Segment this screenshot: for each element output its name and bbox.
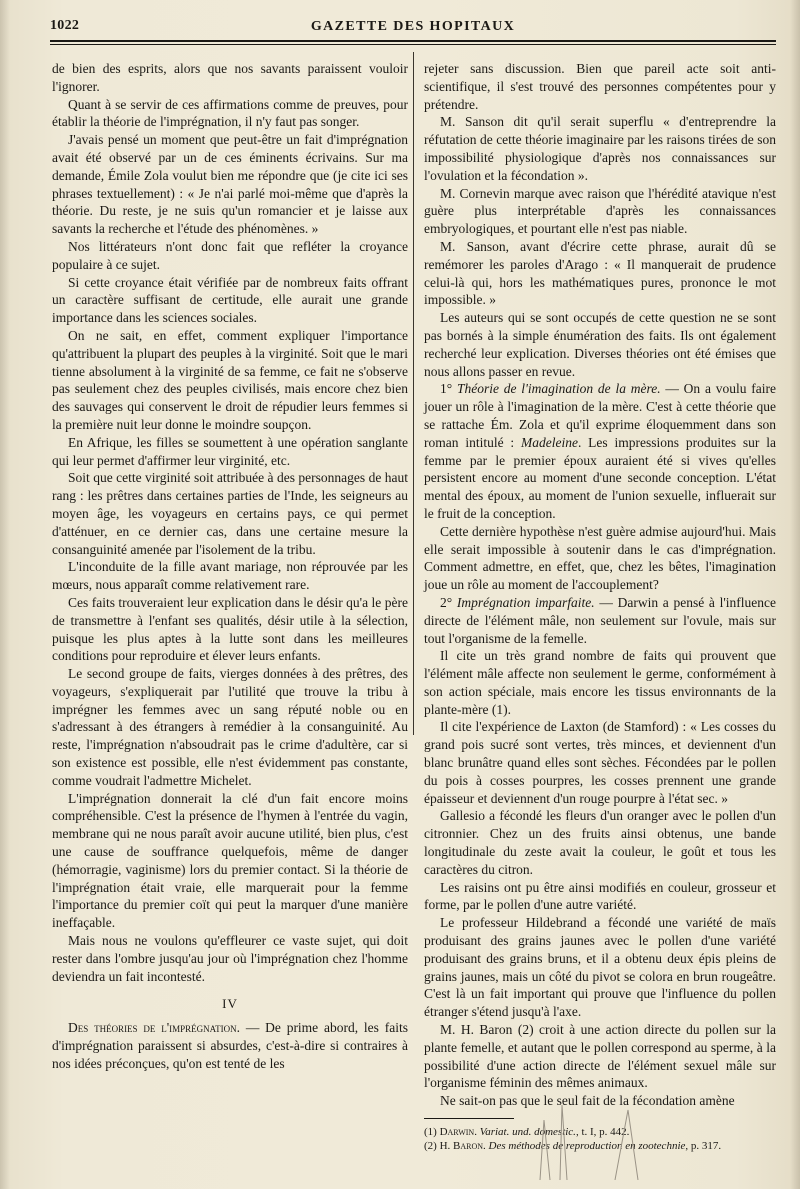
sketch-stroke (560, 1105, 567, 1180)
paragraph: On ne sait, en effet, comment expliquer l'importance qu'attribuent la plupart des peuples à la virginité. Soit que le mari tienne absolument à la virginité de sa femme, ce fait ne s'observe pas seulement chez des peuples civilisés, mais encore chez bien des sauvages qui conservent le droit de répudier leurs femmes si la première nuit leur donne le moindre soupçon. (52, 327, 408, 432)
paragraph: L'inconduite de la fille avant mariage, non réprouvée par les mœurs, nous apparaît comme relativement rare. (52, 559, 408, 593)
paragraph: Le second groupe de faits, vierges données à des prêtres, des voyageurs, s'expliquerait par l'utilité que trouve la tribu à imprégner les femmes avec un sang réputé noble ou en s'adressant à des étrangers à remédier à la consanguinité. Au reste, l'imprégnation n'absoudrait pas le crime d'adultère, car si son existence est possible, elle n'est évidemment pas constante, comme voudrait l'admettre Michelet. (52, 666, 408, 788)
sketch-stroke (540, 1120, 550, 1180)
section-number: IV (222, 996, 238, 1012)
footnote-work: Des méthodes de reproduction en zootechnie (488, 1140, 686, 1153)
list-number: 1° (440, 381, 457, 397)
footnote-author: Darwin (439, 1126, 475, 1139)
paragraph: Il cite un très grand nombre de faits qui prouvent que l'élément mâle affecte non seulement le germe, conformément à son action spéciale, mais encore les tissus environnants de la plante-mère (1). (424, 648, 776, 717)
list-number: 2° (440, 594, 457, 610)
paragraph: M. Sanson dit qu'il serait superflu « d'entreprendre la réfutation de cette théorie imaginaire par les raisons tirées de son impossibilité physiologique d'après nos connaissances sur l'ovulation et la fécondation ». (424, 114, 776, 183)
section-paragraph (52, 1019, 408, 1072)
paragraph: Les raisins ont pu être ainsi modifiés en couleur, grosseur et forme, par le pollen d'une autre variété. (424, 879, 776, 913)
paragraph: Mais nous ne voulons qu'effleurer ce vaste sujet, qui doit rester dans l'ombre jusqu'au jour où l'imprégnation chez l'homme deviendra un fait incontesté. (52, 933, 408, 984)
paragraph: Ces faits trouveraient leur explication dans le désir qu'a le père de transmettre à l'enfant ses qualités, désir utile à la sélection, puisque les plus aptes à la lutte sont dans les meilleures conditions pour reproduire et élever leurs enfants. (52, 594, 408, 664)
right-column (424, 60, 776, 1153)
footnote-rule (424, 1118, 514, 1119)
paragraph: Nos littérateurs n'ont donc fait que refléter la croyance populaire à ce sujet. (52, 238, 408, 272)
paragraph: Il cite l'expérience de Laxton (de Stamford) : « Les cosses du grand pois sucré sont vertes, très minces, et deviennent d'un blanc brunâtre quand elles sont sèches. Fécondées par le pollen du pois à cosses pourpres, les cosses prennent une grande épaisseur et deviennent d'un rouge pourpre à l'état sec. » (424, 719, 776, 806)
header-rule-thin (50, 44, 776, 45)
paragraph: Quant à se servir de ces affirmations comme de preuves, pour établir la théorie de l'imprégnation, il n'y faut pas songer. (52, 96, 408, 130)
left-column (52, 60, 408, 1073)
paragraph: Soit que cette virginité soit attribuée à des personnages de haut rang : les prêtres dans certaines parties de l'Inde, les seigneurs au moyen âge, les voyageurs en certains pays, ce qui permet d'atténuer, en ce dernier cas, dans une certaine mesure la consanguinité amenée par l'isolement de la tribu. (52, 470, 408, 557)
page-number: 1022 (50, 18, 80, 33)
paragraph: M. H. Baron (2) croit à une action directe du pollen sur la plante femelle, et autant que le pollen correspond au sperme, à la possibilité d'une action directe de l'élément sexuel mâle sur l'organisme féminin des mêmes animaux. (424, 1022, 776, 1091)
footnote-marker: (2) H. (424, 1140, 454, 1153)
right-page-shadow (790, 0, 800, 1189)
footnote-ref: , p. 317. (685, 1140, 722, 1153)
column-divider (413, 52, 414, 735)
paragraph: M. Cornevin marque avec raison que l'hérédité atavique n'est guère plus interprétable d'après les connaissances embryologiques, et pourtant elle n'est pas niable. (424, 185, 776, 237)
paragraph-text: — Darwin a pensé à l'influence directe de l'élément mâle, non seulement sur l'ovule, mais sur tout l'organisme de la femelle. (424, 594, 776, 646)
sketch-stroke (615, 1110, 638, 1180)
left-page-shadow (0, 0, 10, 1189)
pencil-sketch-mark (520, 1080, 660, 1180)
paragraph: Le professeur Hildebrand a fécondé une variété de maïs produisant des grains jaunes avec le pollen d'une variété produisant des grains bruns, et il a obtenu deux épis pleins de grains jaunes, mais un côté du pivot se colora en brun rougeâtre. C'est là un fait important qui prouve que l'influence du pollen étranger s'étend jusqu'à l'axe. (424, 915, 776, 1020)
paragraph: Gallesio a fécondé les fleurs d'un oranger avec le pollen d'un citronnier. Chez un des fruits ainsi obtenus, une bande longitudinale du zeste avait la couleur, le goût et tous les caractères du citron. (424, 808, 776, 877)
paragraph-text: — On a voulu faire jouer un rôle à l'imagination de la mère. C'est à cette théorie que se rattache Ém. Zola et qu'il exprime éloquemment dans son roman intitulé : (424, 381, 777, 450)
running-title: GAZETTE DES HOPITAUX (310, 19, 516, 34)
paragraph: rejeter sans discussion. Bien que pareil acte soit anti-scientifique, il s'est trouvé des personnes compétentes pour y prétendre. (424, 61, 776, 112)
footnote-sep: . (474, 1126, 480, 1139)
paragraph: M. Sanson, avant d'écrire cette phrase, aurait dû se remémorer les paroles d'Arago : « Il manquerait de prudence celui-là qui, hors les mathématiques pures, prononce le mot impossible. » (424, 238, 776, 308)
paragraph: de bien des esprits, alors que nos savants paraissent vouloir l'ignorer. (52, 61, 408, 94)
novel-title: Madeleine (520, 434, 578, 450)
footnote-author: Baron (453, 1140, 484, 1153)
paragraph: Ne sait-on pas que le seul fait de la fécondation amène (440, 1093, 735, 1109)
footnote-ref: , t. I, p. 442. (575, 1126, 630, 1139)
paragraph: Les auteurs qui se sont occupés de cette question ne se sont pas bornés à la simple énumération des faits. Ils ont également recherché leur explication. Diverses théories ont été émises que nous allons passer en revue. (424, 310, 776, 379)
paragraph: En Afrique, les filles se soumettent à une opération sanglante qui leur permet d'affirmer leur virginité, etc. (52, 434, 408, 468)
paragraph-text: . Les impressions produites sur la femme par le premier époux auraient été si vives qu'elles persistent encore au moment d'une seconde conception. L'état mental des époux, au moment de l'union sexuelle, influerait sur le fruit de la conception. (424, 434, 776, 521)
section-heading: Des théories de l'imprégnation. (68, 1020, 240, 1036)
footnote-work: Variat. und. domestic. (479, 1126, 576, 1139)
footnote-marker: (1) (424, 1126, 440, 1139)
section-text: — De prime abord, les faits d'imprégnation paraissent si absurdes, c'est-à-dire si contraires à nos idées préconçues, qu'on est tenté de les (52, 1020, 408, 1071)
paragraph: L'imprégnation donnerait la clé d'un fait encore moins compréhensible. C'est la présence de l'hymen à l'entrée du vagin, membrane qui ne nous paraît avoir aucune utilité, bien plus, c'est une cause de souffrance quelquefois, même de danger (hémorragie, vaginisme) lors du premier contact. Si la théorie de l'imprégnation était vraie, elle marquerait pour la femme l'importance du premier coït qui peut la marquer d'une manière ineffaçable. (52, 790, 408, 931)
page-header (50, 18, 776, 38)
theory-title: Théorie de l'imagination de la mère. (456, 381, 661, 397)
footnote-sep: . (483, 1140, 489, 1153)
header-rule (50, 40, 776, 42)
paragraph: Si cette croyance était vérifiée par de nombreux faits offrant un caractère suffisant de certitude, elle aurait une grande importance dans les sciences sociales. (52, 274, 408, 326)
paragraph (424, 380, 776, 522)
paragraph: Cette dernière hypothèse n'est guère admise aujourd'hui. Mais elle serait impossible à soutenir dans le cas d'imprégnation. Comment admettre, en effet, que, chez les bêtes, l'imagination joue un rôle au moment de l'accouplement? (424, 523, 776, 593)
theory-title: Imprégnation imparfaite. (456, 594, 595, 610)
paragraph (424, 594, 776, 647)
paragraph: J'avais pensé un moment que peut-être un fait d'imprégnation avait été observé par un de ces éminents écrivains. Sur ma demande, Émile Zola voulut bien me répondre que (je cite ici ses phrases textuellement) : « Je n'ai parlé moi-même que d'après la théorie. Du reste, je ne suis qu'un romancier et je laisse aux savants la recherche et l'étude des phénomènes. » (52, 132, 408, 237)
